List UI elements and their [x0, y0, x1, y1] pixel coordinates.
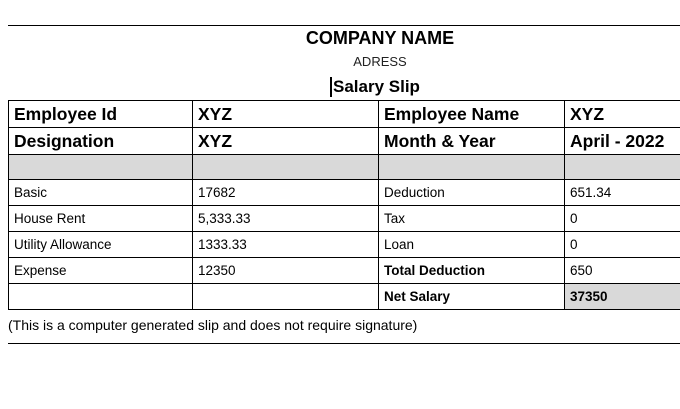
net-salary-label: Net Salary [379, 284, 565, 310]
net-salary-row [9, 284, 680, 310]
table-row [9, 258, 680, 284]
deduction-label: Deduction [379, 180, 565, 206]
employee-id-value: XYZ [193, 101, 379, 128]
designation-value: XYZ [193, 128, 379, 155]
company-name: COMPANY NAME [305, 28, 455, 48]
total-deduction-label: Total Deduction [379, 258, 565, 284]
month-year-label: Month & Year [379, 128, 565, 155]
table-row [9, 206, 680, 232]
table-row [9, 180, 680, 206]
salary-table [8, 100, 680, 310]
earning-label: Basic [9, 180, 193, 206]
footer-note: (This is a computer generated slip and does not require signature) [8, 317, 418, 333]
earning-value: 5,333.33 [193, 206, 379, 232]
deduction-label: Tax [379, 206, 565, 232]
deduction-value: 0 [565, 206, 680, 232]
bottom-rule [8, 343, 680, 344]
employee-name-value: XYZ [565, 101, 680, 128]
deduction-value: 651.34 [565, 180, 680, 206]
earning-label: House Rent [9, 206, 193, 232]
earning-label: Expense [9, 258, 193, 284]
slip-title: Salary Slip [330, 77, 420, 97]
company-address: ADRESS [353, 54, 407, 69]
top-rule [8, 25, 680, 26]
table-row [9, 232, 680, 258]
designation-label: Designation [9, 128, 193, 155]
deduction-label: Loan [379, 232, 565, 258]
month-year-value: April - 2022 [565, 128, 680, 155]
earning-value: 12350 [193, 258, 379, 284]
net-salary-value: 37350 [565, 284, 680, 310]
designation-row [9, 128, 680, 155]
earning-value: 17682 [193, 180, 379, 206]
employee-id-label: Employee Id [9, 101, 193, 128]
earning-value: 1333.33 [193, 232, 379, 258]
spacer-row [9, 155, 680, 180]
employee-name-label: Employee Name [379, 101, 565, 128]
earning-label: Utility Allowance [9, 232, 193, 258]
deduction-value: 0 [565, 232, 680, 258]
total-deduction-value: 650 [565, 258, 680, 284]
employee-id-row [9, 101, 680, 128]
